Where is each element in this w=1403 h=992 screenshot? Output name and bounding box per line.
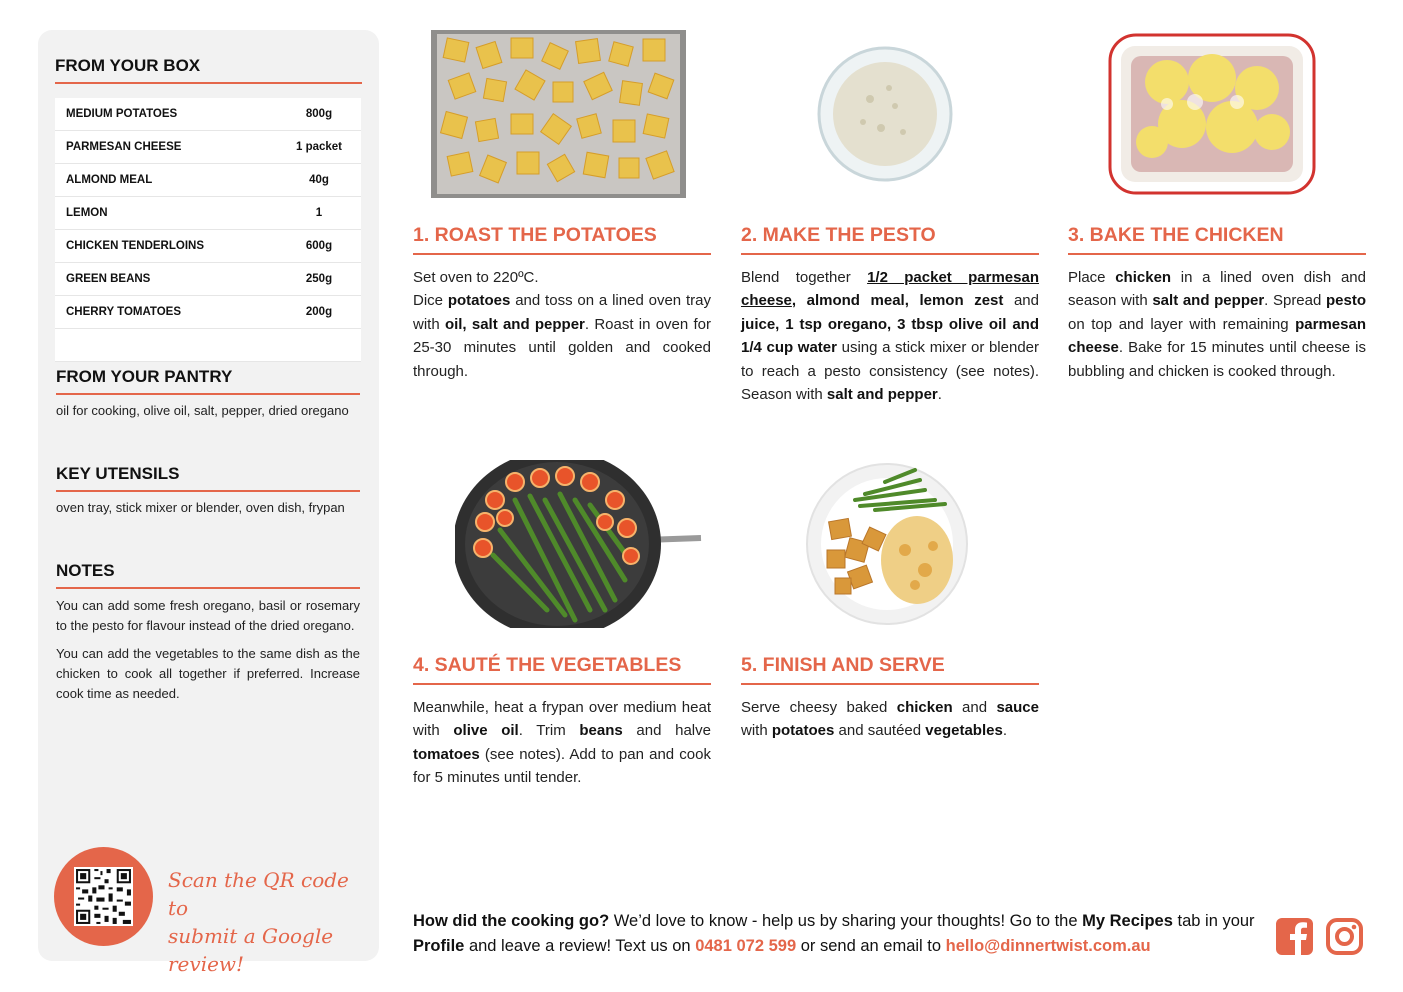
ingredient-name: CHICKEN TENDERLOINS xyxy=(55,230,277,263)
text-run: parmesan cheese xyxy=(1068,315,1366,357)
qr-code-icon xyxy=(74,867,133,926)
text-run: potatoes xyxy=(447,292,511,310)
ingredient-row xyxy=(55,230,361,263)
ingredient-row xyxy=(55,164,361,197)
ingredient-row-empty xyxy=(55,329,361,362)
text-run: chicken xyxy=(896,699,953,716)
text-run: . xyxy=(937,386,942,404)
text-run: and leave a review! Text us on xyxy=(464,937,696,955)
ingredients-table xyxy=(55,98,361,362)
feedback-footer xyxy=(413,909,1263,959)
step-3-title: 3. BAKE THE CHICKEN xyxy=(1068,224,1284,246)
step-4-text xyxy=(413,696,711,790)
text-run: chicken xyxy=(1115,269,1172,286)
note-item: You can add some fresh oregano, basil or rosemary to the pesto for flavour instead of the dried oregano. xyxy=(56,598,360,633)
pesto-bowl-image xyxy=(815,44,955,184)
text-run: . Bake for 15 minutes until cheese is bubbling and chicken is cooked through. xyxy=(1068,339,1366,380)
text-run: and xyxy=(952,699,997,716)
step-1-rule xyxy=(413,253,711,255)
contact-link[interactable]: 0481 072 599 xyxy=(695,937,797,955)
text-run: . xyxy=(1002,722,1007,740)
utensils-rule xyxy=(56,490,360,492)
text-run: Dice xyxy=(413,292,448,310)
text-run: My Recipes xyxy=(1082,912,1173,930)
notes-rule xyxy=(56,587,360,589)
text-run: salt and pepper xyxy=(1152,292,1265,310)
text-run: or send an email to xyxy=(796,937,946,955)
pantry-title: FROM YOUR PANTRY xyxy=(56,367,233,386)
text-run: tomatoes xyxy=(413,745,480,763)
ingredient-row xyxy=(55,296,361,329)
step-3-text xyxy=(1068,266,1366,383)
note-item: You can add the vegetables to the same dish as the chicken to cook all together if preferred. Increase cook time as needed. xyxy=(56,646,360,701)
ingredient-row xyxy=(55,131,361,164)
ingredient-row xyxy=(55,197,361,230)
step-1-text xyxy=(413,266,711,383)
step-1-title: 1. ROAST THE POTATOES xyxy=(413,224,657,246)
ingredient-empty-cell xyxy=(55,329,277,362)
from-your-box-title: FROM YOUR BOX xyxy=(55,56,201,75)
ingredient-name: CHERRY TOMATOES xyxy=(55,296,277,329)
text-run: juice, 1 tsp oregano, 3 tbsp olive oil and 1/4 cup water xyxy=(741,315,1039,357)
step-4-rule xyxy=(413,683,711,685)
text-run: (see notes). Add to pan and cook for 5 minutes until tender. xyxy=(413,745,711,787)
ingredient-name: ALMOND MEAL xyxy=(55,164,277,197)
text-run: Meanwhile, heat a frypan over medium heat with xyxy=(413,699,711,740)
notes-text xyxy=(56,596,360,712)
text-run: Serve cheesy baked xyxy=(741,699,897,716)
text-run: Set oven to 220ºC. xyxy=(413,269,539,286)
ingredient-quantity: 1 xyxy=(277,197,361,230)
frypan-vegetables-image xyxy=(455,460,705,628)
text-run: . Trim xyxy=(518,722,580,740)
text-run: salt and pepper xyxy=(826,386,938,404)
ingredient-name: LEMON xyxy=(55,197,277,230)
text-run: in a lined oven dish and season with xyxy=(1068,269,1366,310)
facebook-icon[interactable] xyxy=(1276,918,1313,955)
text-run: Place xyxy=(1068,269,1116,286)
contact-link[interactable]: hello@dinnertwist.com.au xyxy=(945,937,1151,955)
qr-caption-line: submit a Google review! xyxy=(168,924,334,976)
text-run: How did the cooking go? xyxy=(413,912,610,930)
text-run: We’d love to know - help us by sharing your thoughts! Go to the xyxy=(609,912,1083,930)
ingredient-quantity: 40g xyxy=(277,164,361,197)
roasted-potatoes-image xyxy=(431,30,686,198)
utensils-title: KEY UTENSILS xyxy=(56,464,180,483)
text-run: sauce xyxy=(996,699,1039,716)
step-2-text xyxy=(741,266,1039,406)
step-5-title: 5. FINISH AND SERVE xyxy=(741,654,945,676)
text-run: , almond meal, lemon zest xyxy=(791,292,1004,310)
text-run: tab in your xyxy=(1172,912,1255,930)
text-run: and halve xyxy=(622,722,711,740)
text-run: potatoes xyxy=(771,722,835,740)
text-run: . Roast in oven for 25-30 minutes until golden and cooked through. xyxy=(413,315,711,380)
notes-title: NOTES xyxy=(56,561,115,580)
text-run: 1/2 packet parmesan cheese xyxy=(741,269,1039,310)
baked-chicken-dish-image xyxy=(1107,32,1317,196)
text-run: and xyxy=(1003,292,1039,310)
step-3-rule xyxy=(1068,253,1366,255)
ingredient-name: PARMESAN CHEESE xyxy=(55,131,277,164)
text-run: using a stick mixer or blender to reach a pesto consistency (see notes). Season with xyxy=(741,339,1039,404)
utensils-text: oven tray, stick mixer or blender, oven dish, frypan xyxy=(56,500,345,515)
ingredient-name: GREEN BEANS xyxy=(55,263,277,296)
qr-caption xyxy=(168,866,368,978)
text-run: beans xyxy=(579,722,623,740)
ingredient-row xyxy=(55,98,361,131)
ingredient-quantity: 200g xyxy=(277,296,361,329)
ingredient-name: MEDIUM POTATOES xyxy=(55,98,277,131)
ingredient-quantity: 600g xyxy=(277,230,361,263)
text-run: and toss on a lined oven tray with xyxy=(413,292,711,333)
text-run: with xyxy=(741,722,772,740)
ingredient-quantity: 800g xyxy=(277,98,361,131)
qr-code-badge[interactable] xyxy=(54,847,153,946)
box-title-rule xyxy=(55,82,362,84)
ingredient-empty-cell xyxy=(277,329,361,362)
instagram-icon[interactable] xyxy=(1326,918,1363,955)
pantry-rule xyxy=(56,393,360,395)
text-run: Blend together xyxy=(741,269,868,286)
step-4-title: 4. SAUTÉ THE VEGETABLES xyxy=(413,654,682,676)
text-run: oil, salt and pepper xyxy=(444,315,585,333)
text-run: on top and layer with remaining xyxy=(1068,315,1296,333)
text-run: Profile xyxy=(413,937,465,955)
text-run: . Spread xyxy=(1264,292,1326,310)
step-5-text xyxy=(741,696,1039,743)
step-2-title: 2. MAKE THE PESTO xyxy=(741,224,936,246)
ingredient-quantity: 250g xyxy=(277,263,361,296)
step-2-rule xyxy=(741,253,1039,255)
ingredient-row xyxy=(55,263,361,296)
qr-caption-line: Scan the QR code to xyxy=(168,868,349,920)
pantry-text: oil for cooking, olive oil, salt, pepper, dried oregano xyxy=(56,403,349,418)
text-run: vegetables xyxy=(925,722,1003,740)
step-5-rule xyxy=(741,683,1039,685)
served-plate-image xyxy=(805,460,970,628)
text-run: olive oil xyxy=(453,722,519,740)
ingredient-quantity: 1 packet xyxy=(277,131,361,164)
text-run: pesto xyxy=(1325,292,1366,310)
text-run: and sautéed xyxy=(834,722,926,740)
